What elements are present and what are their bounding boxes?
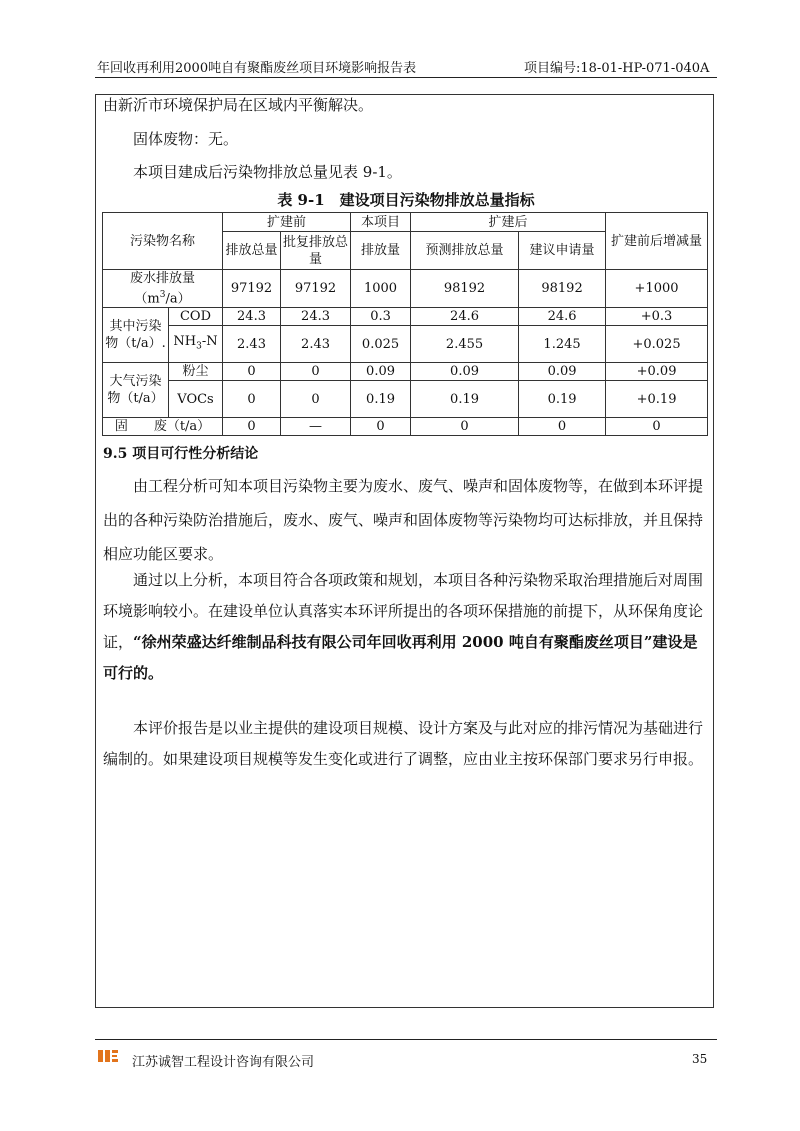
- body-line-3: 本项目建成后污染物排放总量见表 9-1。: [133, 163, 402, 181]
- table-cell: 98192: [411, 270, 519, 308]
- table-cell: 2.455: [411, 326, 519, 363]
- footer-divider: [95, 1039, 717, 1040]
- header-pollutant-name: 污染物名称: [103, 213, 223, 270]
- header-divider: [95, 77, 717, 78]
- header-before-expansion: 扩建前: [223, 213, 351, 232]
- conclusion-paragraph-1: 由工程分析可知本项目污染物主要为废水、废气、噪声和固体废物等，在做到本环评提出的各种污染防治措施后，废水、废气、噪声和固体废物等污染物均可达标排放，并且保持相应功能区要求。: [103, 477, 704, 563]
- vocs-label: VOCs: [169, 381, 223, 418]
- disclaimer-paragraph: 本评价报告是以业主提供的建设项目规模、设计方案及与此对应的排污情况为基础进行编制的。如果建设项目规模等发生变化或进行了调整，应由业主按环保部门要求另行申报。: [103, 719, 704, 768]
- table-cell: 0.09: [411, 363, 519, 381]
- table-cell: 0.025: [351, 326, 411, 363]
- nh3n-label: $NH_3-N$: [169, 326, 223, 363]
- header-emission: 排放量: [351, 232, 411, 270]
- conclusion-statement: “徐州荣盛达纤维制品科技有限公司年回收再利用 2000 吨自有聚酯废丝项目”建设是可行的。: [103, 633, 698, 682]
- dust-label: 粉尘: [169, 363, 223, 381]
- wastewater-label: 废水排放量 $(m^3/a)$: [103, 270, 223, 308]
- header-after-expansion: 扩建后: [411, 213, 606, 232]
- table-cell: 0: [223, 363, 281, 381]
- table-cell: 0.09: [351, 363, 411, 381]
- table-cell: 24.6: [519, 308, 606, 326]
- table-cell: 0: [281, 363, 351, 381]
- table-cell: 2.43: [281, 326, 351, 363]
- table-cell: —: [281, 418, 351, 436]
- table-cell: 98192: [519, 270, 606, 308]
- company-logo-icon: [97, 1048, 119, 1064]
- table-cell: +0.09: [606, 363, 708, 381]
- header-this-project: 本项目: [351, 213, 411, 232]
- table-cell: 2.43: [223, 326, 281, 363]
- table-row: [103, 363, 708, 381]
- header-project-code: 项目编号:18-01-HP-071-040A: [524, 61, 710, 76]
- table-cell: 24.6: [411, 308, 519, 326]
- footer-company-name: 江苏诚智工程设计咨询有限公司: [132, 1055, 315, 1070]
- table-cell: +0.3: [606, 308, 708, 326]
- table-cell: +0.025: [606, 326, 708, 363]
- table-cell: 24.3: [223, 308, 281, 326]
- table-cell: +1000: [606, 270, 708, 308]
- table-cell: +0.19: [606, 381, 708, 418]
- header-approved-total: 批复排放总量: [281, 232, 351, 270]
- table-cell: 0.3: [351, 308, 411, 326]
- header-proposed-quota: 建议申请量: [519, 232, 606, 270]
- table-cell: 0: [351, 418, 411, 436]
- table-cell: 0: [281, 381, 351, 418]
- conclusion-paragraph-2: 通过以上分析，本项目符合各项政策和规划，本项目各种污染物采取治理措施后对周围环境影响较小。在建设单位认真落实本环评所提出的各项环保措施的前提下，从环保角度论证，“徐州荣盛达纤维制品科技有限公司年回收再利用 2000 吨自有聚酯废丝项目”建设是可行的。: [103, 571, 704, 682]
- table-cell: 0: [223, 381, 281, 418]
- cod-label: COD: [169, 308, 223, 326]
- page-number: 35: [692, 1052, 708, 1066]
- solid-waste-label: 固 废（t/a）: [103, 418, 223, 436]
- table-cell: 1.245: [519, 326, 606, 363]
- table-cell: 97192: [223, 270, 281, 308]
- air-pollutant-group: 大气污染物（t/a）: [103, 363, 169, 418]
- table-row: [103, 381, 708, 418]
- table-cell: 0: [223, 418, 281, 436]
- section-heading: 9.5 项目可行性分析结论: [103, 446, 259, 462]
- table-cell: 97192: [281, 270, 351, 308]
- header-change: 扩建前后增减量: [606, 213, 708, 270]
- emission-table: [102, 212, 708, 436]
- header-total-emission: 排放总量: [223, 232, 281, 270]
- table-row: [103, 308, 708, 326]
- table-row: [103, 418, 708, 436]
- table-cell: 0: [606, 418, 708, 436]
- body-line-2: 固体废物：无。: [133, 130, 239, 148]
- table-cell: 0: [519, 418, 606, 436]
- header-predicted-total: 预测排放总量: [411, 232, 519, 270]
- table-cell: 0.19: [411, 381, 519, 418]
- table-cell: 0.19: [519, 381, 606, 418]
- table-cell: 0.19: [351, 381, 411, 418]
- table-cell: 1000: [351, 270, 411, 308]
- table-cell: 24.3: [281, 308, 351, 326]
- header-report-title: 年回收再利用2000吨自有聚酯废丝项目环境影响报告表: [97, 61, 417, 76]
- table-row: [103, 326, 708, 363]
- body-line-1: 由新沂市环境保护局在区域内平衡解决。: [103, 96, 374, 114]
- table-caption: 表 9-1 建设项目污染物排放总量指标: [277, 191, 535, 209]
- table-row: [103, 270, 708, 308]
- water-pollutant-group: 其中污染物（t/a）.: [103, 308, 169, 363]
- table-cell: 0: [411, 418, 519, 436]
- table-cell: 0.09: [519, 363, 606, 381]
